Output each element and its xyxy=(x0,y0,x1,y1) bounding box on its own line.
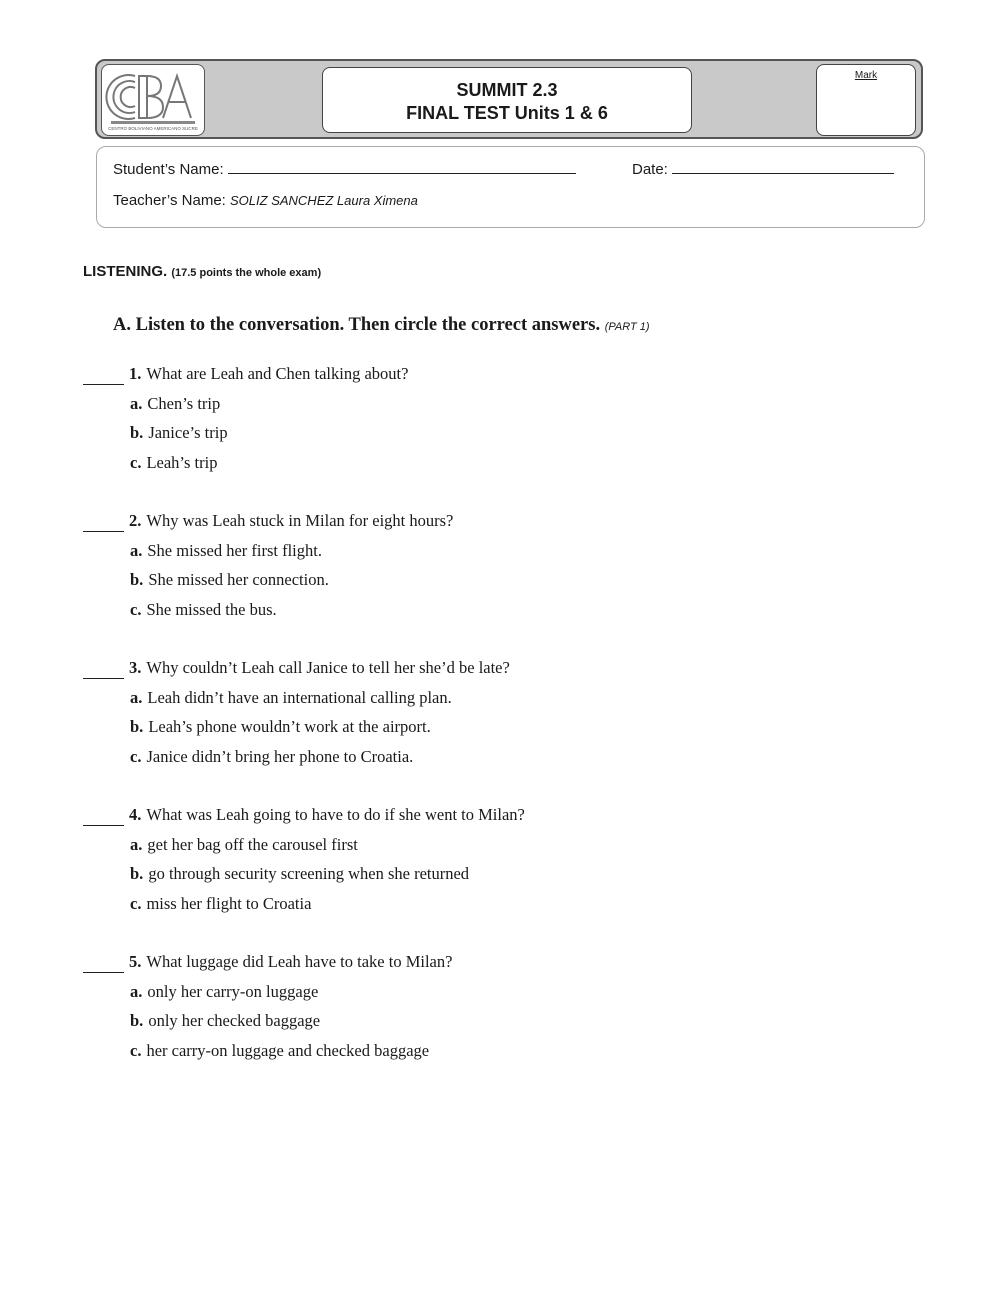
question-text: Why was Leah stuck in Milan for eight hours? xyxy=(146,511,454,530)
teacher-label: Teacher’s Name: xyxy=(113,192,226,209)
answer-option[interactable] xyxy=(130,570,329,590)
student-name-row xyxy=(113,159,576,178)
option-letter: b. xyxy=(130,570,144,589)
option-text: Leah’s phone wouldn’t work at the airport. xyxy=(148,717,431,736)
cba-logo-graphic xyxy=(105,68,201,132)
date-row xyxy=(632,159,894,178)
option-text: She missed the bus. xyxy=(146,599,277,619)
svg-text:CENTRO BOLIVIANO AMERICANO SUC: CENTRO BOLIVIANO AMERICANO SUCRE xyxy=(108,126,198,131)
answer-option[interactable] xyxy=(130,688,452,708)
teacher-name: SOLIZ SANCHEZ Laura Ximena xyxy=(230,193,418,208)
answer-blank[interactable] xyxy=(83,952,124,973)
option-letter: b. xyxy=(130,1011,144,1030)
option-letter: a. xyxy=(130,393,143,413)
part-a-instructions xyxy=(113,315,650,336)
answer-blank[interactable] xyxy=(83,364,124,385)
date-label: Date: xyxy=(632,161,668,178)
option-letter: c. xyxy=(130,1040,142,1060)
option-letter: a. xyxy=(130,834,143,854)
option-text: She missed her connection. xyxy=(148,570,329,589)
question-number: 3. xyxy=(129,658,142,677)
question-4 xyxy=(83,805,525,826)
answer-option[interactable] xyxy=(130,864,469,884)
option-text: miss her flight to Croatia xyxy=(146,893,312,913)
option-text: Leah’s trip xyxy=(146,452,218,472)
option-letter: a. xyxy=(130,981,143,1001)
answer-blank[interactable] xyxy=(83,658,124,679)
answer-option[interactable] xyxy=(130,600,277,620)
option-text: Janice’s trip xyxy=(148,423,228,442)
option-letter: c. xyxy=(130,893,142,913)
option-letter: c. xyxy=(130,599,142,619)
option-text: She missed her first flight. xyxy=(147,540,322,560)
listening-heading: LISTENING. xyxy=(83,263,168,280)
question-1 xyxy=(83,364,408,385)
answer-option[interactable] xyxy=(130,894,311,914)
question-number: 2. xyxy=(129,511,142,530)
title-line-1: SUMMIT 2.3 xyxy=(456,80,558,100)
option-text: her carry-on luggage and checked baggage xyxy=(146,1040,430,1060)
date-field[interactable] xyxy=(672,159,894,174)
option-letter: a. xyxy=(130,687,143,707)
answer-blank[interactable] xyxy=(83,511,124,532)
test-title xyxy=(322,67,692,133)
student-name-field[interactable] xyxy=(228,159,576,174)
option-text: Chen’s trip xyxy=(147,393,221,413)
option-text: only her carry-on luggage xyxy=(147,981,319,1001)
answer-option[interactable] xyxy=(130,1011,320,1031)
answer-option[interactable] xyxy=(130,423,228,443)
option-letter: b. xyxy=(130,423,144,442)
answer-option[interactable] xyxy=(130,717,431,737)
part-a-title: A. Listen to the conversation. Then circle the correct answers. xyxy=(113,315,601,335)
question-number: 1. xyxy=(129,364,142,383)
teacher-row xyxy=(113,192,418,209)
option-letter: a. xyxy=(130,540,143,560)
option-text: only her checked baggage xyxy=(148,1011,321,1030)
question-2 xyxy=(83,511,453,532)
student-info-box xyxy=(96,146,925,228)
question-text: What are Leah and Chen talking about? xyxy=(146,364,409,383)
part-a-note: (PART 1) xyxy=(604,321,650,333)
answer-option[interactable] xyxy=(130,541,322,561)
mark-box[interactable] xyxy=(816,64,916,136)
answer-option[interactable] xyxy=(130,453,217,473)
option-text: Leah didn’t have an international calling plan. xyxy=(147,687,452,707)
title-line-2: FINAL TEST Units 1 & 6 xyxy=(406,103,608,123)
answer-option[interactable] xyxy=(130,1041,429,1061)
answer-option[interactable] xyxy=(130,394,220,414)
option-text: get her bag off the carousel first xyxy=(147,834,358,854)
question-text: Why couldn’t Leah call Janice to tell her she’d be late? xyxy=(146,658,510,677)
question-3 xyxy=(83,658,510,679)
listening-points-note: (17.5 points the whole exam) xyxy=(171,267,322,279)
option-text: Janice didn’t bring her phone to Croatia. xyxy=(146,746,414,766)
option-letter: c. xyxy=(130,452,142,472)
school-logo xyxy=(101,64,205,136)
option-letter: b. xyxy=(130,717,144,736)
question-number: 5. xyxy=(129,952,142,971)
answer-option[interactable] xyxy=(130,835,358,855)
question-text: What luggage did Leah have to take to Milan? xyxy=(146,952,453,971)
answer-option[interactable] xyxy=(130,982,318,1002)
student-name-label: Student’s Name: xyxy=(113,161,224,178)
section-heading xyxy=(83,263,321,280)
answer-blank[interactable] xyxy=(83,805,124,826)
option-text: go through security screening when she returned xyxy=(148,864,470,883)
answer-option[interactable] xyxy=(130,747,413,767)
option-letter: b. xyxy=(130,864,144,883)
question-5 xyxy=(83,952,452,973)
mark-label: Mark xyxy=(854,70,878,81)
question-number: 4. xyxy=(129,805,142,824)
option-letter: c. xyxy=(130,746,142,766)
question-text: What was Leah going to have to do if she went to Milan? xyxy=(146,805,525,824)
